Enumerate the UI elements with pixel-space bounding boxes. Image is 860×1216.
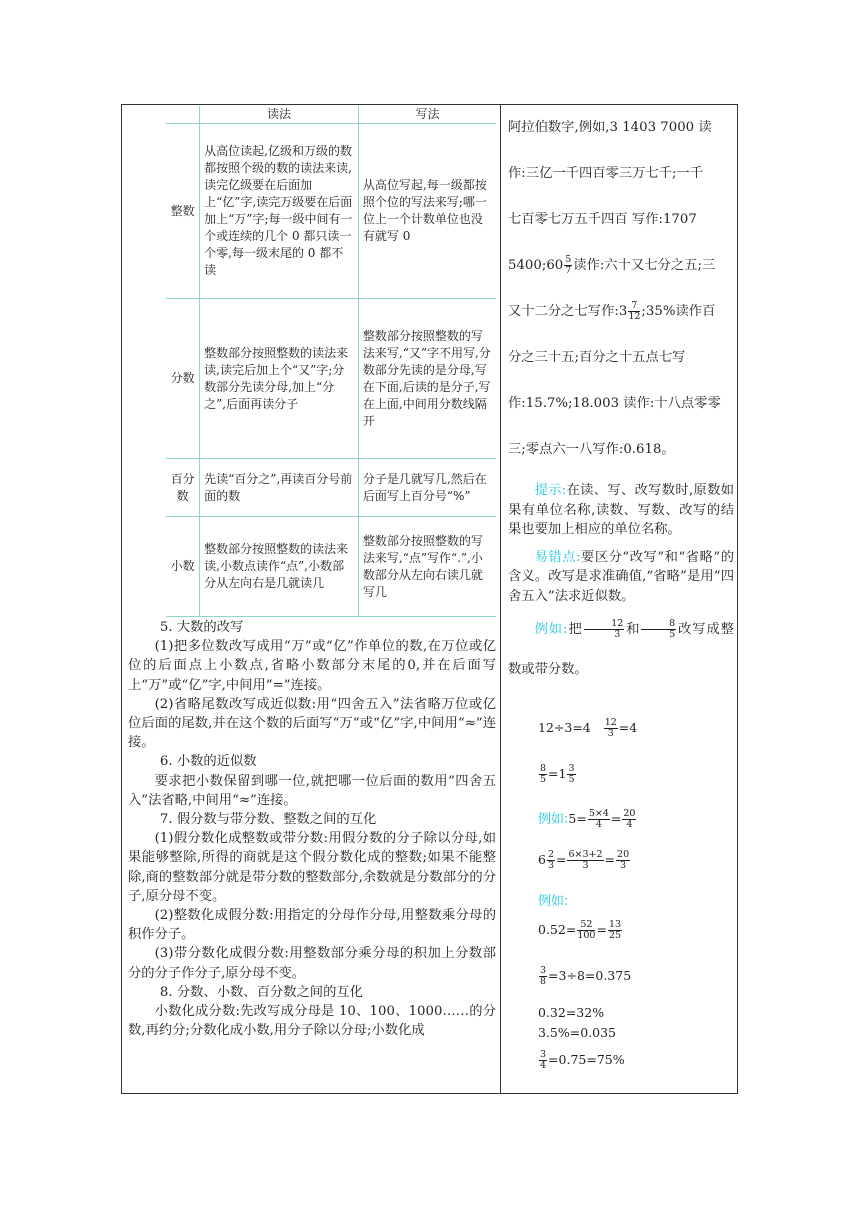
text-line: 七百零七万五千四百 写作:1707 xyxy=(508,212,697,227)
corner-cell xyxy=(166,106,200,124)
math-line: $\frac{3}{8}$ =3÷8=0.375 xyxy=(540,965,632,987)
write-cell: 分子是几就写几,然后在后面写上百分号“%” xyxy=(358,459,496,517)
write-cell: 从高位写起,每一级都按照个位的写法来写;哪一位上一个计数单位也没有就写 0 xyxy=(358,124,496,299)
text-line: 作:15.7%;18.003 读作:十八点零零 xyxy=(508,396,721,411)
header-read: 读法 xyxy=(200,106,359,124)
read-cell: 从高位读起,亿级和万级的数都按照个级的数的读法来读,读完亿级要在后面加上“亿”字,读完万级要在后面加上“万”字;每一级中间有一个或连续的几个 0 都只读一个零,每一级末尾的 0 都不读 xyxy=(200,124,359,299)
math-examples xyxy=(508,700,734,1080)
tip-note: 提示:在读、写、改写数时,原数如果有单位名称,读数、写数、改写的结果也要加上相应的单位名称。 xyxy=(508,483,734,537)
read-cell: 整数部分按照整数的读法来读,读完后加上个“又”字;分数部分先读分母,加上“分之”,后面再读分子 xyxy=(200,299,359,459)
text-line: 三;零点六一八写作:0.618。 xyxy=(508,442,675,457)
read-cell: 整数部分按照整数的读法来读,小数点读作“点”,小数部分从左向右是几就读几 xyxy=(200,517,359,617)
write-cell: 整数部分按照整数的写法来写,“又”字不用写,分数部分先读的是分母,写在下面,后读的是分子,写在上面,中间用分数线隔开 xyxy=(358,299,496,459)
math-line: 0.32=32% xyxy=(538,1005,605,1020)
write-cell: 整数部分按照整数的写法来写,“点”写作“.”,小数部分从左向右读几就写几 xyxy=(358,517,496,617)
paragraph: 小数化成分数:先改写成分母是 10、100、1000……的分数,再约分;分数化成小数,用分子除以分母;小数化成 xyxy=(128,1004,496,1039)
mistake-note: 易错点:要区分“改写”和“省略”的含义。改写是求准确值,“省略”是用“四舍五入”法求近似数。 xyxy=(508,549,734,604)
left-body-text xyxy=(128,618,496,1040)
section-heading: 7. 假分数与带分数、整数之间的互化 xyxy=(159,812,377,828)
read-cell: 先读“百分之”,再读百分号前面的数 xyxy=(200,459,359,517)
math-line: 12÷3=4 $\frac{12}{3}$ =4 xyxy=(538,717,638,739)
section-heading: 6. 小数的近似数 xyxy=(159,754,257,770)
text-line: 阿拉伯数字,例如,3 1403 7000 读 xyxy=(508,120,712,135)
example-label: 例如: xyxy=(534,622,568,637)
text-line: 分之三十五;百分之十五点七写 xyxy=(508,350,686,365)
example-intro: 例如:把 $\frac{12}{3}$ 和 $\frac{8}{5}$ 改写成整数或带分数。 xyxy=(508,618,734,677)
section-heading: 8. 分数、小数、百分数之间的互化 xyxy=(159,984,363,1000)
paragraph: (1)假分数化成整数或带分数:用假分数的分子除以分母,如果能够整除,所得的商就是这个假分数化成的整数;如果不能整除,商的整数部分就是带分数的整数部分,余数就是分数部分的分子,原分母不变。 xyxy=(128,831,496,904)
math-line: $\frac{8}{5}$ =1 $\frac{3}{5}$ xyxy=(540,763,575,785)
section-heading: 5. 大数的改写 xyxy=(159,620,244,635)
example-label: 例如: xyxy=(538,894,569,909)
paragraph: 要求把小数保留到哪一位,就把哪一位后面的数用“四舍五入”法省略,中间用“≈”连接。 xyxy=(128,773,496,808)
right-column xyxy=(508,106,734,690)
row-label: 小数 xyxy=(166,517,200,617)
row-label: 百分数 xyxy=(166,459,200,517)
row-label: 整数 xyxy=(166,124,200,299)
read-write-table xyxy=(166,106,496,617)
text-line: 5400;60 $\frac{5}{7}$ 读作:六十又七分之五;三 xyxy=(508,254,716,276)
header-write: 写法 xyxy=(358,106,496,124)
paragraph: (1)把多位数改写成用“万”或“亿”作单位的数,在万位或亿位的后面点上小数点,省略小数部分末尾的0,并在后面写上“万”或“亿”字,中间用“=”连接。 xyxy=(128,639,496,693)
text-line: 又十二分之七写作:3 $\frac{7}{12}$ ;35%读作百 xyxy=(508,300,716,322)
math-line: $\frac{3}{4}$ =0.75=75% xyxy=(540,1049,625,1071)
math-line: 例如:5= $\frac{5\times 4}{4}$ = $\frac{20}{4}$ xyxy=(538,808,636,830)
mistake-label: 易错点: xyxy=(534,549,581,565)
column-divider xyxy=(500,104,501,1094)
tip-label: 提示: xyxy=(534,483,567,498)
math-line: 3.5%=0.035 xyxy=(538,1025,617,1040)
paragraph: (3)带分数化成假分数:用整数部分乘分母的积加上分数部分的分子作分子,原分母不变。 xyxy=(128,946,496,981)
math-line: 6 $\frac{2}{3}$ = $\frac{6\times 3+2}{3}$ = $\frac{20}{3}$ xyxy=(538,849,630,871)
math-line: 0.52= $\frac{52}{100}$ = $\frac{13}{25}$ xyxy=(538,919,622,941)
text-line: 作:三亿一千四百零三万七千;一千 xyxy=(508,166,704,181)
paragraph: (2)省略尾数改写成近似数:用“四舍五入”法省略万位或亿位后面的尾数,并在这个数的后面写“万”或“亿”字,中间用“≈”连接。 xyxy=(128,696,496,751)
row-label: 分数 xyxy=(166,299,200,459)
paragraph: (2)整数化成假分数:用指定的分母作分母,用整数乘分母的积作分子。 xyxy=(128,908,496,943)
intro-block xyxy=(508,105,734,473)
